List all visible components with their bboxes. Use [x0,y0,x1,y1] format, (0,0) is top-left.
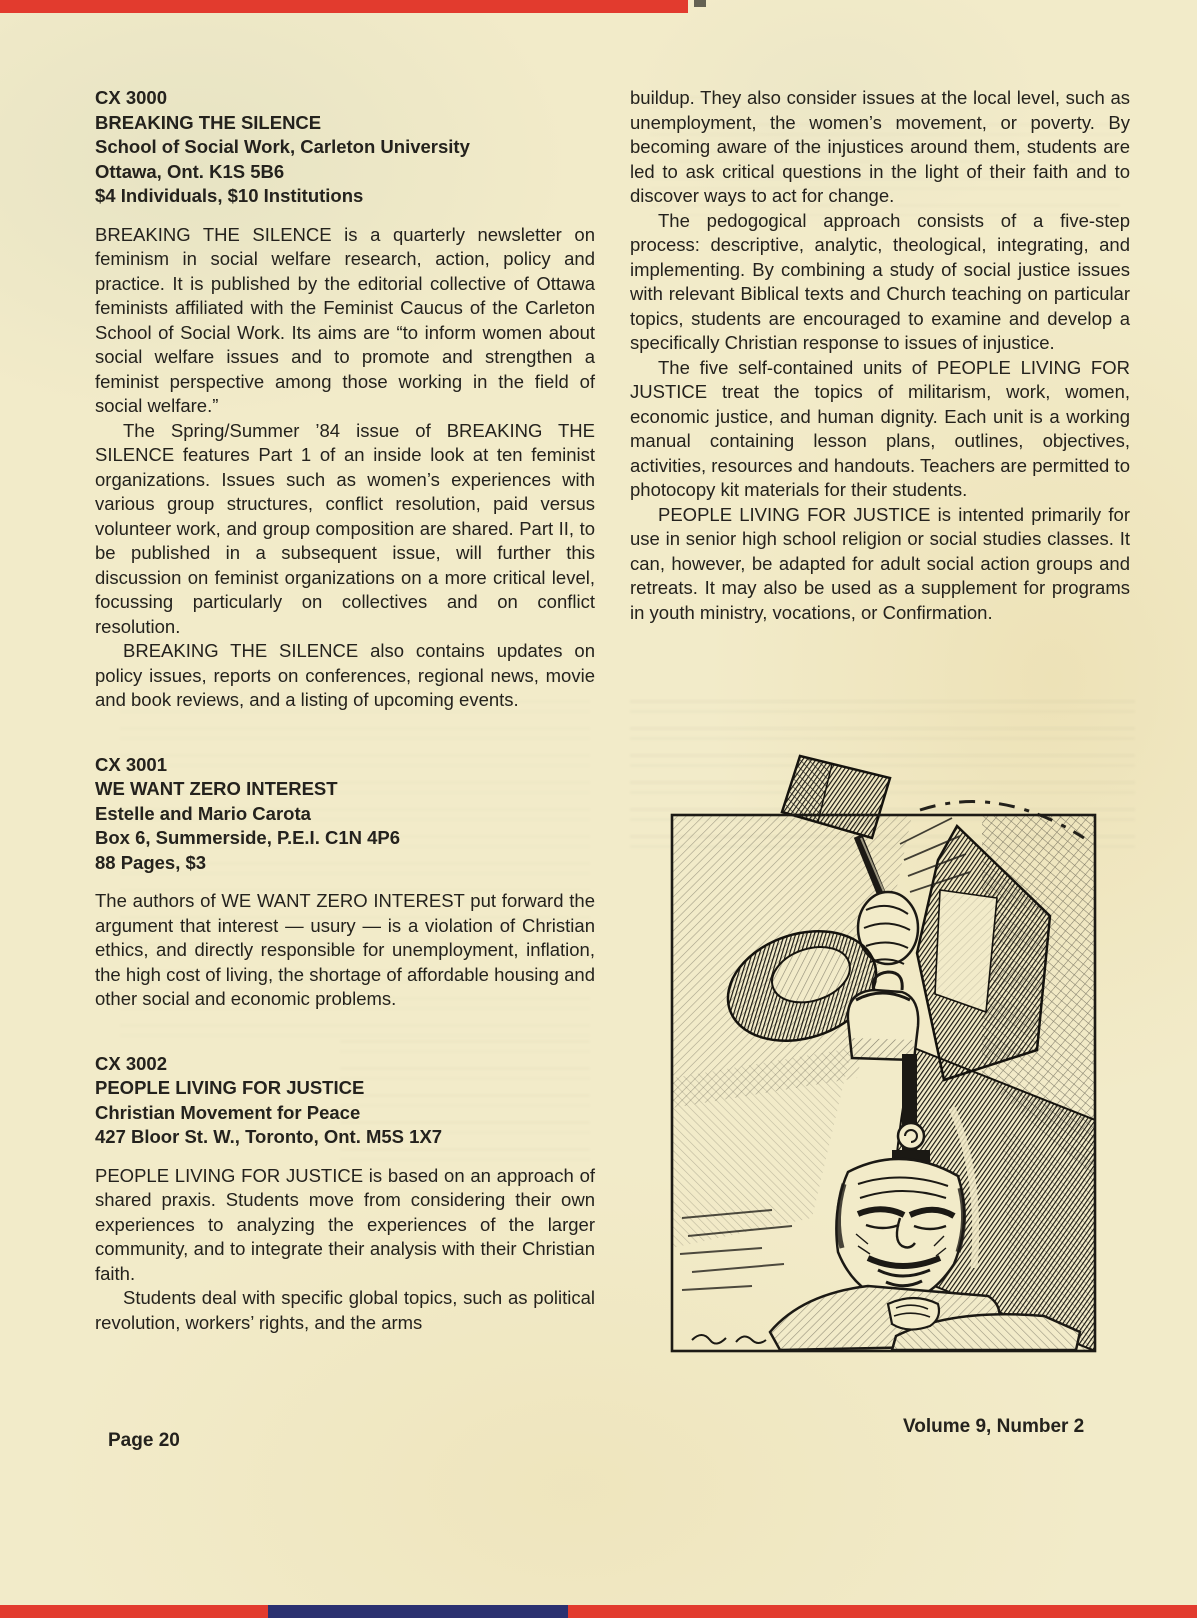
body-paragraph: The authors of WE WANT ZERO INTEREST put forward the argument that interest — usury — is a violation of Christian ethics, and directly responsible for unemployment, inflation, the high cost of living, the shortage of affordable housing and other social and economic problems. [95,890,595,1009]
body-paragraph: BREAKING THE SILENCE also contains updates on policy issues, reports on conferences, regional news, movie and book reviews, and a listing of upcoming events. [95,640,595,710]
issue-label: Volume 9, Number 2 [903,1416,1085,1437]
listing-code: CX 3000 [95,87,167,108]
listing-cx3001 [95,753,595,1012]
listing-detail: 427 Bloor St. W., Toronto, Ont. M5S 1X7 [95,1126,443,1147]
body-paragraph: buildup. They also consider issues at the local level, such as unemployment, the women’s movement, or poverty. By becoming aware of the injustices around them, students are led to ask critical questions in the light of their faith and to discover ways to act for change. [630,87,1130,206]
listing-title: PEOPLE LIVING FOR JUSTICE [95,1077,365,1098]
bottom-red-band [0,1605,1197,1618]
listing-code: CX 3002 [95,1052,167,1074]
bottom-navy-band [268,1605,568,1618]
body-paragraph: The pedogogical approach consists of a five-step process: descriptive, analytic, theological, integrating, and implementing. By combining a study of social justice issues with relevant Biblical texts and Church teaching on particular topics, students are encouraged to examine and develop a specifically Christian response to issues of injustice. [630,209,1130,353]
listing-title: WE WANT ZERO INTEREST [95,778,338,799]
right-column [630,86,1130,625]
listing-heading [95,86,595,209]
listing-detail: Christian Movement for Peace [95,1101,361,1123]
listing-title: BREAKING THE SILENCE [95,111,322,133]
listing-detail: $4 Individuals, $10 Institutions [95,185,364,206]
top-registration-mark [694,0,706,7]
listing-code: CX 3001 [95,753,167,775]
body-paragraph: BREAKING THE SILENCE is a quarterly newsletter on feminism in social welfare research, action, policy and practice. It is published by the editorial collective of Ottawa feminists affiliated with the Feminist Caucus of the Carleton School of Social Work. Its aims are “to inform women about social welfare issues and to promote and strengthen a feminist perspective among those working in the field of social welfare.” [95,223,595,416]
listing-detail: Estelle and Mario Carota [95,802,311,824]
listing-cx3002 [95,1052,595,1336]
body-paragraph: PEOPLE LIVING FOR JUSTICE is intented primarily for use in senior high school religion or social studies classes. It can, however, be adapted for adult social action groups and retreats. It may also be used as a supplement for programs in youth ministry, vocations, or Confirmation. [630,503,1130,623]
body-paragraph: PEOPLE LIVING FOR JUSTICE is based on an approach of shared praxis. Students move from considering their own experiences to analyzing the experiences of the larger community, and to integrate their analysis with their Christian faith. [95,1164,595,1284]
left-column [95,86,595,1335]
illustration-drawing [652,748,1112,1363]
top-red-band [0,0,688,13]
listing-detail: 88 Pages, $3 [95,851,207,873]
listing-detail: School of Social Work, Carleton University [95,136,470,157]
body-paragraph: The five self-contained units of PEOPLE LIVING FOR JUSTICE treat the topics of militarism, work, women, economic justice, and human dignity. Each unit is a working manual containing lesson plans, outlines, objectives, activities, resources and handouts. Teachers are permitted to photocopy kit materials for their students. [630,356,1130,500]
listing-cx3000 [95,86,595,713]
listing-heading [95,1052,595,1150]
listing-heading [95,753,595,876]
body-paragraph: The Spring/Summer ’84 issue of BREAKING THE SILENCE features Part 1 of an inside look at ten feminist organizations. Issues such as women’s experiences with various group structures, conflict resolution, paid versus volunteer work, and group composition are shared. Part II, to be published in a subsequent issue, will further this discussion on feminist organizations on a more critical level, focussing particularly on collectives and on conflict resolution. [95,419,595,637]
page-number: Page 20 [108,1430,180,1451]
body-paragraph: Students deal with specific global topics, such as political revolution, workers’ rights, and the arms [95,1287,595,1333]
listing-detail: Box 6, Summerside, P.E.I. C1N 4P6 [95,827,401,848]
listing-detail: Ottawa, Ont. K1S 5B6 [95,160,285,182]
